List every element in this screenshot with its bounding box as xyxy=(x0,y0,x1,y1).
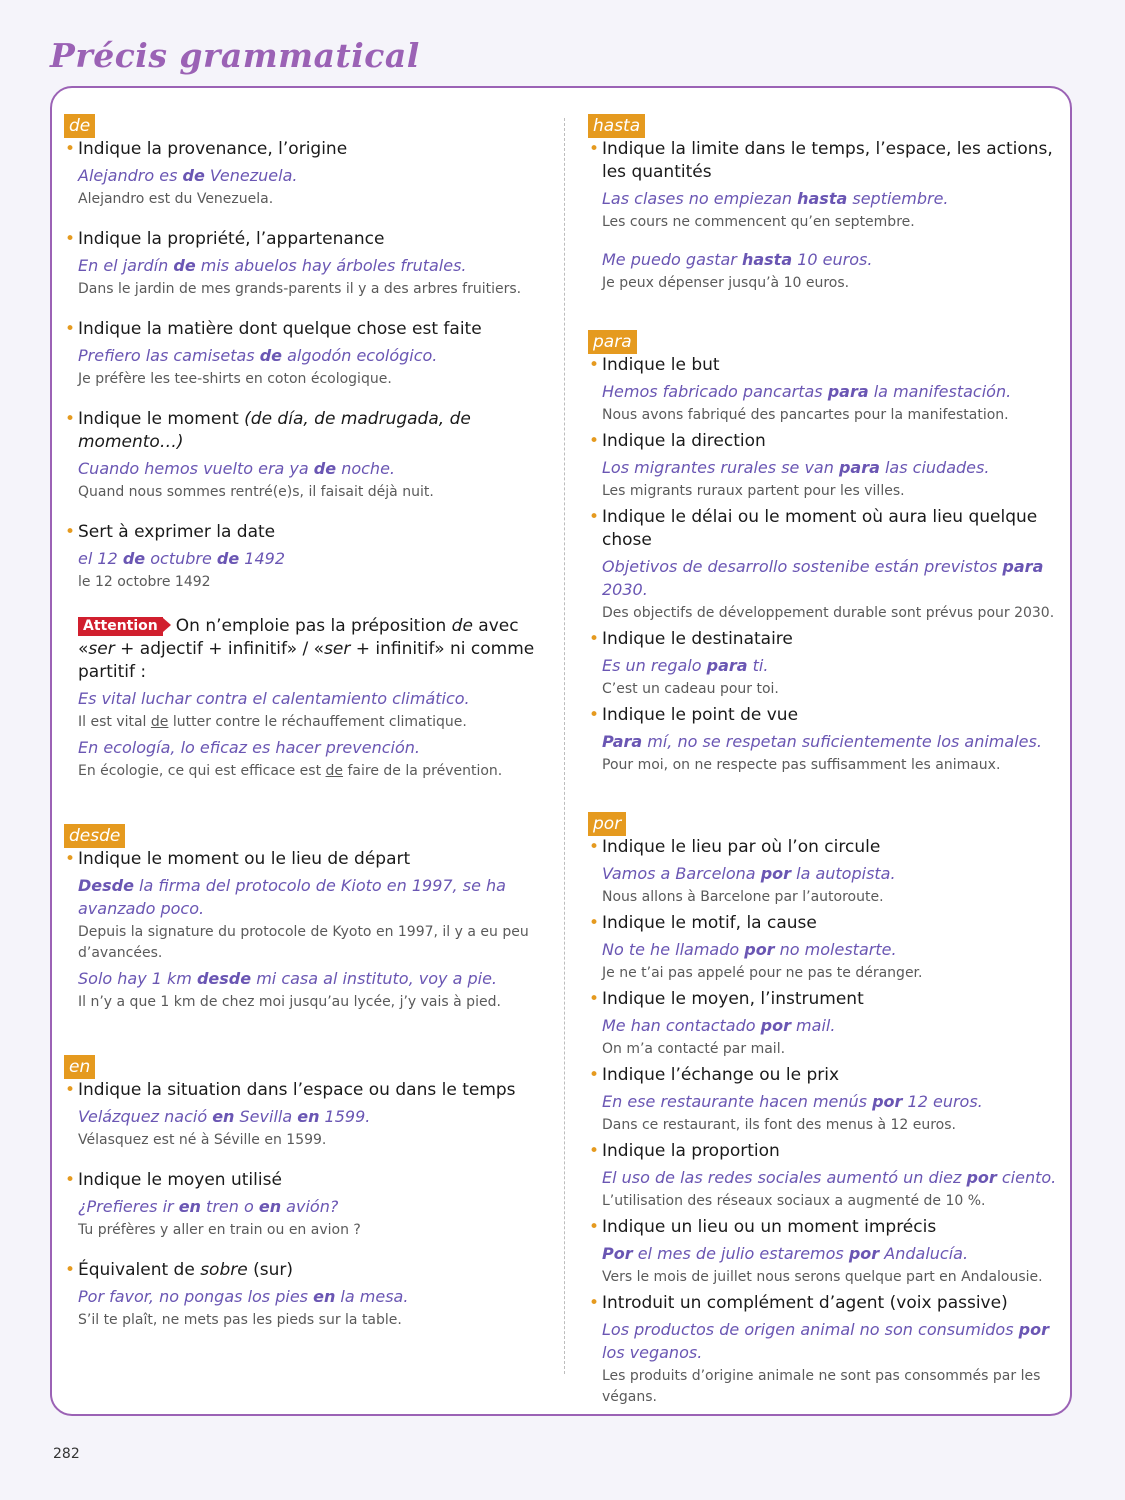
french-translation: L’utilisation des réseaux sociaux a augmenté de 10 %. xyxy=(602,1193,986,1209)
spanish-example: Los productos de origen animal no son consumidos por los veganos. xyxy=(602,1320,1049,1362)
grammar-entry xyxy=(588,1216,1066,1288)
rule-text: • Indique le but xyxy=(602,355,720,375)
rule-text: • Indique le moyen utilisé xyxy=(78,1170,282,1190)
french-translation: Je peux dépenser jusqu’à 10 euros. xyxy=(602,275,850,291)
french-translation: Alejandro est du Venezuela. xyxy=(78,191,274,207)
spanish-example: El uso de las redes sociales aumentó un diez por ciento. xyxy=(602,1168,1057,1187)
rule-text: • Indique le moment (de día, de madrugada, de momento…) xyxy=(78,409,471,452)
spanish-example: En el jardín de mis abuelos hay árboles frutales. xyxy=(78,256,467,275)
section-tag: para xyxy=(588,330,637,354)
grammar-entry xyxy=(588,912,1066,984)
spanish-example: Los migrantes rurales se van para las ciudades. xyxy=(602,458,990,477)
spanish-example: Por el mes de julio estaremos por Andalucía. xyxy=(602,1244,969,1263)
section-tag: de xyxy=(64,114,95,138)
rule-text: • Indique le lieu par où l’on circule xyxy=(602,837,881,857)
grammar-entry xyxy=(64,318,544,390)
french-translation: Dans ce restaurant, ils font des menus à 12 euros. xyxy=(602,1117,956,1133)
rule-text: • Indique le moment ou le lieu de départ xyxy=(78,849,411,869)
grammar-entry xyxy=(64,848,544,1013)
french-translation: Tu préfères y aller en train ou en avion ? xyxy=(78,1222,361,1238)
grammar-entry xyxy=(64,138,544,210)
spanish-example: Prefiero las camisetas de algodón ecológico. xyxy=(78,346,438,365)
french-translation: Les cours ne commencent qu’en septembre. xyxy=(602,214,915,230)
rule-text: • Équivalent de sobre (sur) xyxy=(78,1260,293,1280)
spanish-example: Para mí, no se respetan suficientemente los animales. xyxy=(602,732,1042,751)
spanish-example: Alejandro es de Venezuela. xyxy=(78,166,298,185)
rule-text: • Indique la direction xyxy=(602,431,766,451)
grammar-entry xyxy=(588,704,1066,776)
grammar-entry xyxy=(588,1140,1066,1212)
rule-text: • Indique l’échange ou le prix xyxy=(602,1065,840,1085)
spanish-example: Desde la firma del protocolo de Kioto en 1997, se ha avanzado poco. xyxy=(78,876,506,918)
french-translation: Les produits d’origine animale ne sont pas consommés par les végans. xyxy=(602,1368,1041,1405)
spanish-example: el 12 de octubre de 1492 xyxy=(78,549,286,568)
spanish-example: Objetivos de desarrollo sostenibe están previstos para 2030. xyxy=(602,557,1044,599)
spanish-example: Solo hay 1 km desde mi casa al instituto, voy a pie. xyxy=(78,969,497,988)
rule-text: • Introduit un complément d’agent (voix passive) xyxy=(602,1293,1008,1313)
spanish-example: Es un regalo para ti. xyxy=(602,656,769,675)
grammar-entry xyxy=(588,1064,1066,1136)
rule-text: • Indique le moyen, l’instrument xyxy=(602,989,864,1009)
grammar-entry xyxy=(64,228,544,300)
grammar-panel xyxy=(50,86,1072,1416)
rule-text: • Indique la situation dans l’espace ou dans le temps xyxy=(78,1080,516,1100)
french-translation: Je préfère les tee-shirts en coton écologique. xyxy=(78,371,392,387)
section-hasta xyxy=(588,114,1066,294)
section-para xyxy=(588,330,1066,776)
spanish-example: Hemos fabricado pancartas para la manifestación. xyxy=(602,382,1012,401)
french-translation: Des objectifs de développement durable sont prévus pour 2030. xyxy=(602,605,1055,621)
grammar-entry xyxy=(588,138,1066,294)
rule-text: • Indique la proportion xyxy=(602,1141,780,1161)
grammar-entry xyxy=(588,836,1066,908)
french-translation: S’il te plaît, ne mets pas les pieds sur la table. xyxy=(78,1312,402,1328)
column-divider xyxy=(564,118,565,1374)
grammar-entry xyxy=(588,1292,1066,1408)
attention-note xyxy=(64,615,544,782)
grammar-entry xyxy=(588,988,1066,1060)
grammar-entry xyxy=(588,506,1066,624)
spanish-example: Es vital luchar contra el calentamiento climático. xyxy=(78,689,470,708)
rule-text: • Indique la matière dont quelque chose est faite xyxy=(78,319,482,339)
spanish-example: Cuando hemos vuelto era ya de noche. xyxy=(78,459,395,478)
attention-text: Attention On n’emploie pas la préposition de avec «ser + adjectif + infinitif» / «ser + infinitif» ni comme partitif : xyxy=(78,616,535,682)
attention-label: Attention xyxy=(78,617,163,636)
french-translation: Vélasquez est né à Séville en 1599. xyxy=(78,1132,327,1148)
rule-text: • Indique le délai ou le moment où aura lieu quelque chose xyxy=(602,507,1038,550)
page-number: 282 xyxy=(53,1446,80,1462)
rule-text: • Indique le destinataire xyxy=(602,629,793,649)
section-tag: por xyxy=(588,812,626,836)
section-tag: en xyxy=(64,1055,95,1079)
spanish-example: Velázquez nació en Sevilla en 1599. xyxy=(78,1107,371,1126)
rule-text: • Sert à exprimer la date xyxy=(78,522,276,542)
french-translation: Depuis la signature du protocole de Kyoto en 1997, il y a eu peu d’avancées. xyxy=(78,924,529,961)
spanish-example: Las clases no empiezan hasta septiembre. xyxy=(602,189,949,208)
rule-text: • Indique la provenance, l’origine xyxy=(78,139,348,159)
rule-text: • Indique le point de vue xyxy=(602,705,799,725)
left-column xyxy=(64,114,544,1331)
grammar-entry xyxy=(64,408,544,503)
spanish-example: En ese restaurante hacen menús por 12 euros. xyxy=(602,1092,983,1111)
section-de xyxy=(64,114,544,782)
grammar-entry xyxy=(588,628,1066,700)
grammar-entry xyxy=(64,521,544,593)
grammar-entry xyxy=(64,1079,544,1151)
french-translation: le 12 octobre 1492 xyxy=(78,574,211,590)
section-tag: hasta xyxy=(588,114,645,138)
french-translation: Je ne t’ai pas appelé pour ne pas te déranger. xyxy=(602,965,923,981)
grammar-entry xyxy=(588,430,1066,502)
section-por xyxy=(588,812,1066,1408)
spanish-example: En ecología, lo eficaz es hacer prevención. xyxy=(78,738,420,757)
french-translation: C’est un cadeau pour toi. xyxy=(602,681,779,697)
section-tag: desde xyxy=(64,824,125,848)
french-translation: Vers le mois de juillet nous serons quelque part en Andalousie. xyxy=(602,1269,1043,1285)
section-en xyxy=(64,1055,544,1331)
french-translation: On m’a contacté par mail. xyxy=(602,1041,786,1057)
spanish-example: Me puedo gastar hasta 10 euros. xyxy=(602,250,873,269)
spanish-example: Vamos a Barcelona por la autopista. xyxy=(602,864,896,883)
rule-text: • Indique un lieu ou un moment imprécis xyxy=(602,1217,937,1237)
spanish-example: Me han contactado por mail. xyxy=(602,1016,836,1035)
french-translation: Nous allons à Barcelone par l’autoroute. xyxy=(602,889,884,905)
arrow-right-icon xyxy=(163,618,171,632)
page-title: Précis grammatical xyxy=(50,36,420,75)
french-translation: Dans le jardin de mes grands-parents il y a des arbres fruitiers. xyxy=(78,281,522,297)
grammar-entry xyxy=(64,1169,544,1241)
rule-text: • Indique la limite dans le temps, l’espace, les actions, les quantités xyxy=(602,139,1053,182)
french-translation: Pour moi, on ne respecte pas suffisamment les animaux. xyxy=(602,757,1001,773)
french-translation: Quand nous sommes rentré(e)s, il faisait déjà nuit. xyxy=(78,484,434,500)
french-translation: Il est vital de lutter contre le réchauffement climatique. xyxy=(78,714,467,730)
grammar-entry xyxy=(588,354,1066,426)
spanish-example: ¿Prefieres ir en tren o en avión? xyxy=(78,1197,339,1216)
right-column xyxy=(588,114,1066,1408)
french-translation: Nous avons fabriqué des pancartes pour la manifestation. xyxy=(602,407,1009,423)
french-translation: Les migrants ruraux partent pour les villes. xyxy=(602,483,905,499)
french-translation: En écologie, ce qui est efficace est de faire de la prévention. xyxy=(78,763,503,779)
french-translation: Il n’y a que 1 km de chez moi jusqu’au lycée, j’y vais à pied. xyxy=(78,994,501,1010)
spanish-example: Por favor, no pongas los pies en la mesa. xyxy=(78,1287,409,1306)
rule-text: • Indique la propriété, l’appartenance xyxy=(78,229,385,249)
section-desde xyxy=(64,824,544,1013)
grammar-entry xyxy=(64,1259,544,1331)
spanish-example: No te he llamado por no molestarte. xyxy=(602,940,897,959)
rule-text: • Indique le motif, la cause xyxy=(602,913,817,933)
